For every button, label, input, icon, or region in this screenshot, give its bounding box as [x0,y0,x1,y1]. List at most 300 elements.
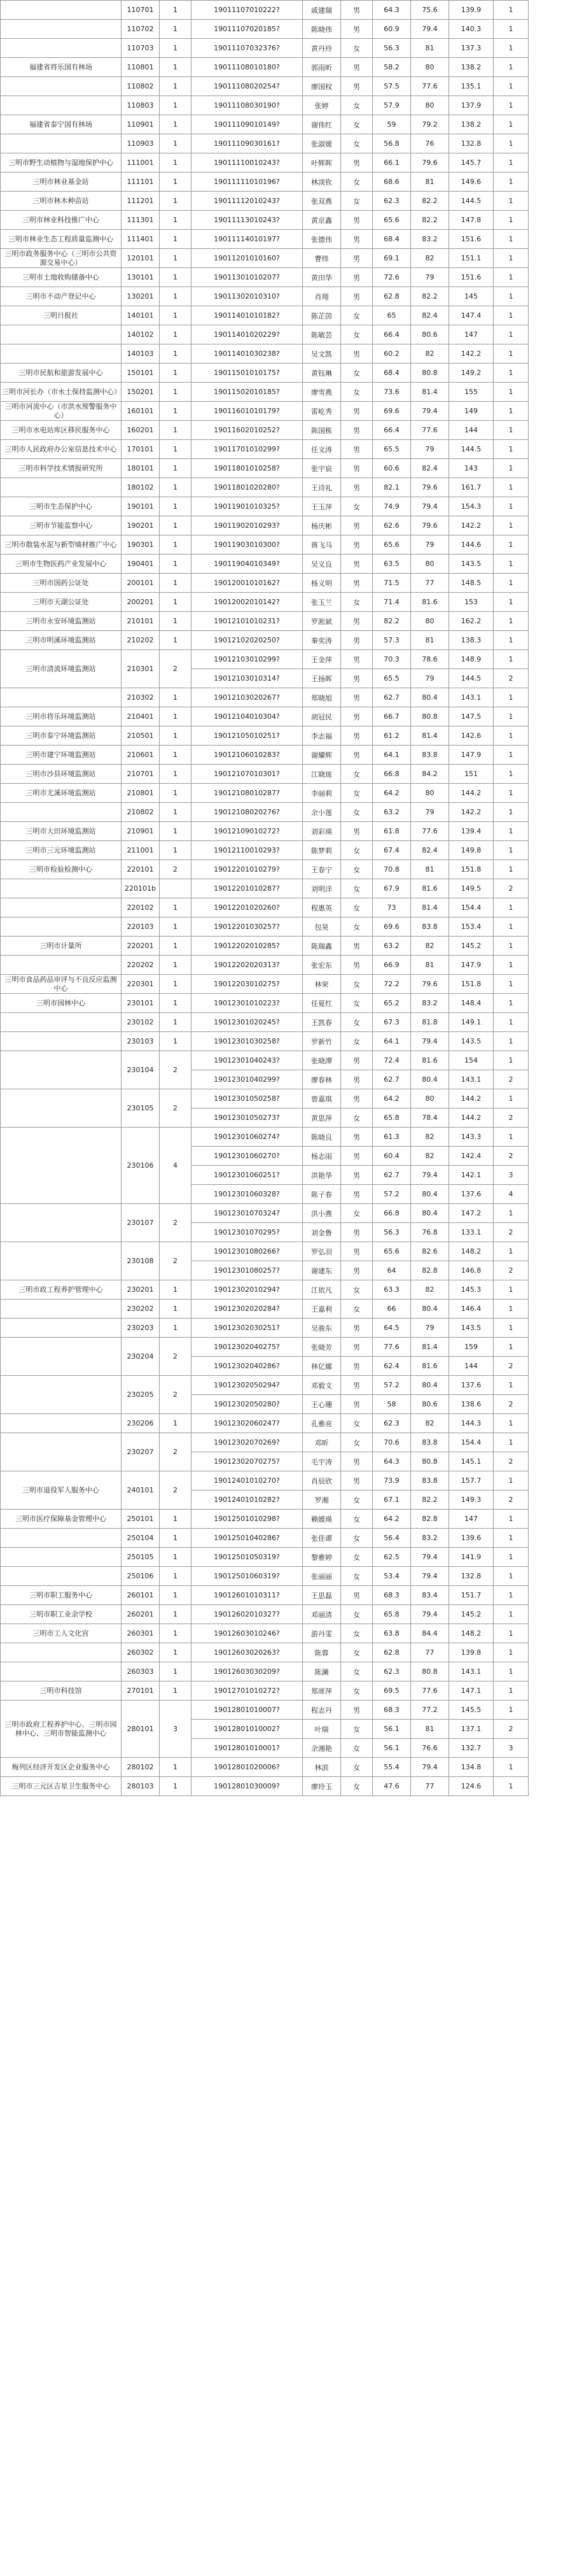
interview-score-cell: 81.4 [411,898,449,917]
org-cell: 三明市清流环境监测站 [1,650,122,688]
table-row [1,211,563,230]
ticket-number-cell: 19011110010243? [191,153,303,173]
candidate-name-cell: 黄京鑫 [303,211,341,230]
org-cell: 三明市园林中心 [1,994,122,1013]
table-row [1,268,563,287]
written-score-cell: 69.1 [373,249,411,268]
rank-cell: 1 [494,39,529,58]
ticket-number-cell: 19011502010185? [191,383,303,402]
candidate-name-cell: 洪小燕 [303,1204,341,1223]
position-code-cell: 250105 [122,1548,160,1567]
position-code-cell: 250101 [122,1510,160,1529]
written-score-cell: 67.1 [373,1490,411,1510]
position-code-cell: 230104 [122,1051,160,1089]
rank-cell: 1 [494,1662,529,1681]
position-code-cell: 111101 [122,173,160,192]
rank-cell: 1 [494,344,529,364]
org-cell: 三明市科技馆 [1,1681,122,1701]
written-score-cell: 64.5 [373,1319,411,1338]
table-row [1,249,563,268]
org-cell [1,688,122,707]
table-row [1,1242,563,1261]
rank-cell: 1 [494,421,529,440]
table-row [1,1701,563,1720]
written-score-cell: 74.9 [373,497,411,516]
rank-cell: 1 [494,746,529,765]
org-cell [1,1529,122,1548]
candidate-name-cell: 江晓珑 [303,765,341,784]
position-code-cell: 260101 [122,1586,160,1605]
table-row [1,1204,563,1223]
ticket-number-cell: 19012202020313? [191,956,303,975]
table-row [1,1299,563,1319]
gender-cell: 女 [341,879,373,898]
total-score-cell: 134.8 [449,1758,494,1777]
total-score-cell: 159 [449,1338,494,1357]
ticket-number-cell: 19011904010349? [191,555,303,574]
interview-score-cell: 77.2 [411,1701,449,1720]
hire-count-cell: 2 [160,1433,191,1471]
table-row [1,287,563,306]
interview-score-cell: 77 [411,1643,449,1662]
total-score-cell: 132.8 [449,1567,494,1586]
org-cell [1,1376,122,1414]
ticket-number-cell: 19012201030257? [191,917,303,937]
written-score-cell: 68.4 [373,230,411,249]
hire-count-cell: 1 [160,364,191,383]
written-score-cell: 66.4 [373,421,411,440]
hire-count-cell: 1 [160,173,191,192]
interview-score-cell: 82 [411,249,449,268]
org-cell [1,1051,122,1089]
candidate-name-cell: 黄思萍 [303,1108,341,1128]
rank-cell: 2 [494,1452,529,1471]
candidate-name-cell: 黄丹玲 [303,39,341,58]
rank-cell: 1 [494,574,529,593]
hire-count-cell: 1 [160,631,191,650]
candidate-name-cell: 毛宇涛 [303,1452,341,1471]
written-score-cell: 61.3 [373,1128,411,1147]
rank-cell: 1 [494,1051,529,1070]
interview-score-cell: 82 [411,1280,449,1299]
ticket-number-cell: 19011108020254? [191,77,303,96]
written-score-cell: 66.8 [373,1204,411,1223]
org-cell: 三明市食品药品审评与不良反应监测中心 [1,975,122,994]
ticket-number-cell: 19011501010175? [191,364,303,383]
ticket-number-cell: 19012301050258? [191,1089,303,1108]
total-score-cell: 143.1 [449,688,494,707]
written-score-cell: 56.3 [373,39,411,58]
total-score-cell: 147.5 [449,707,494,726]
org-cell: 三明日报社 [1,306,122,325]
total-score-cell: 145 [449,287,494,306]
ticket-number-cell: 19012301070324? [191,1204,303,1223]
gender-cell: 男 [341,344,373,364]
written-score-cell: 65.6 [373,1242,411,1261]
interview-score-cell: 79.4 [411,1605,449,1624]
org-cell: 三明市医疗保障基金管理中心 [1,1510,122,1529]
gender-cell: 女 [341,765,373,784]
org-cell [1,1338,122,1376]
org-cell [1,1032,122,1051]
candidate-name-cell: 孔雅亮 [303,1414,341,1433]
candidate-name-cell: 张双燕 [303,192,341,211]
candidate-name-cell: 张玉兰 [303,593,341,612]
total-score-cell: 142.6 [449,726,494,746]
total-score-cell: 154 [449,1051,494,1070]
org-cell: 三明市尤溪环境监测站 [1,784,122,803]
table-row [1,1567,563,1586]
ticket-number-cell: 19011602010252? [191,421,303,440]
candidate-name-cell: 陈澜 [303,1662,341,1681]
hire-count-cell: 1 [160,478,191,497]
candidate-name-cell: 罗弘羽 [303,1242,341,1261]
ticket-number-cell: 19012301070295? [191,1223,303,1242]
total-score-cell: 142.1 [449,1166,494,1185]
written-score-cell: 67.9 [373,879,411,898]
position-code-cell: 150101 [122,364,160,383]
gender-cell: 男 [341,1357,373,1376]
table-row [1,975,563,994]
ticket-number-cell: 19012203010275? [191,975,303,994]
candidate-name-cell: 王玉萍 [303,497,341,516]
ticket-number-cell: 19012501040286? [191,1529,303,1548]
rank-cell: 1 [494,1242,529,1261]
table-row [1,1032,563,1051]
table-row [1,1624,563,1643]
total-score-cell: 144.2 [449,1108,494,1128]
candidate-name-cell: 王金萍 [303,650,341,669]
candidate-name-cell: 郑晓旭 [303,688,341,707]
gender-cell: 女 [341,1414,373,1433]
hire-count-cell: 1 [160,1758,191,1777]
rank-cell: 1 [494,535,529,555]
gender-cell: 女 [341,917,373,937]
candidate-name-cell: 杨庆彬 [303,516,341,535]
hire-count-cell: 1 [160,402,191,421]
hire-count-cell: 1 [160,287,191,306]
table-row [1,20,563,39]
interview-score-cell: 79.2 [411,115,449,134]
interview-score-cell: 79.6 [411,153,449,173]
position-code-cell: 210401 [122,707,160,726]
rank-cell: 1 [494,478,529,497]
interview-score-cell: 82.4 [411,306,449,325]
rank-cell: 1 [494,1643,529,1662]
total-score-cell: 145.5 [449,1701,494,1720]
table-row [1,1548,563,1567]
position-code-cell: 210501 [122,726,160,746]
candidate-name-cell: 曾嘉琪 [303,1089,341,1108]
rank-cell: 2 [494,1395,529,1414]
candidate-name-cell: 张淑媛 [303,134,341,153]
org-cell: 三明市林业基金站 [1,173,122,192]
total-score-cell: 147.9 [449,956,494,975]
candidate-name-cell: 谢伟红 [303,115,341,134]
total-score-cell: 148.2 [449,1242,494,1261]
written-score-cell: 66.4 [373,325,411,344]
candidate-name-cell: 廖春林 [303,1070,341,1089]
org-cell [1,1013,122,1032]
gender-cell: 男 [341,1051,373,1070]
position-code-cell: 230108 [122,1242,160,1280]
org-cell: 三明市林业生态工程质量监测中心 [1,230,122,249]
total-score-cell: 137.6 [449,1376,494,1395]
total-score-cell: 144.5 [449,440,494,459]
rank-cell: 1 [494,822,529,841]
rank-cell: 1 [494,1624,529,1643]
total-score-cell: 142.2 [449,803,494,822]
ticket-number-cell: 19012103010299? [191,650,303,669]
candidate-name-cell: 戚建瑞 [303,1,341,20]
table-row [1,115,563,134]
written-score-cell: 72.6 [373,268,411,287]
total-score-cell: 138.2 [449,115,494,134]
hire-count-cell: 1 [160,249,191,268]
total-score-cell: 146.4 [449,1299,494,1319]
ticket-number-cell: 19012002010142? [191,593,303,612]
hire-count-cell: 1 [160,898,191,917]
ticket-number-cell: 19011401010182? [191,306,303,325]
table-row [1,39,563,58]
table-row [1,58,563,77]
ticket-number-cell: 19011601010179? [191,402,303,421]
interview-score-cell: 77 [411,1777,449,1796]
gender-cell: 男 [341,516,373,535]
candidate-name-cell: 陈晓伟 [303,20,341,39]
gender-cell: 男 [341,1586,373,1605]
total-score-cell: 139.4 [449,822,494,841]
interview-score-cell: 81 [411,1720,449,1739]
org-cell: 三明市散装水泥与新型墙材推广中心 [1,535,122,555]
rank-cell: 1 [494,211,529,230]
ticket-number-cell: 19012301010223? [191,994,303,1013]
total-score-cell: 149.6 [449,173,494,192]
candidate-name-cell: 黄钰琳 [303,364,341,383]
rank-cell: 1 [494,287,529,306]
ticket-number-cell: 19012501010298? [191,1510,303,1529]
position-code-cell: 230105 [122,1089,160,1128]
position-code-cell: 130201 [122,287,160,306]
total-score-cell: 145.1 [449,1452,494,1471]
candidate-name-cell: 林亿娜 [303,1357,341,1376]
rank-cell: 1 [494,20,529,39]
candidate-name-cell: 王春宁 [303,860,341,879]
rank-cell: 1 [494,192,529,211]
interview-score-cell: 81.6 [411,1357,449,1376]
interview-score-cell: 82.2 [411,211,449,230]
rank-cell: 1 [494,860,529,879]
candidate-name-cell: 陈晓良 [303,1128,341,1147]
hire-count-cell: 2 [160,1471,191,1510]
table-row [1,1586,563,1605]
table-row [1,1777,563,1796]
hire-count-cell: 1 [160,192,191,211]
total-score-cell: 149.3 [449,1490,494,1510]
position-code-cell: 200201 [122,593,160,612]
position-code-cell: 170101 [122,440,160,459]
org-cell: 三明市计量所 [1,937,122,956]
position-code-cell: 180102 [122,478,160,497]
candidate-name-cell: 任文涛 [303,440,341,459]
table-row [1,746,563,765]
written-score-cell: 77.6 [373,1338,411,1357]
gender-cell: 女 [341,975,373,994]
position-code-cell: 220103 [122,917,160,937]
org-cell: 三明市不动产登记中心 [1,287,122,306]
total-score-cell: 143.3 [449,1128,494,1147]
ticket-number-cell: 19011113010243? [191,211,303,230]
rank-cell: 1 [494,249,529,268]
rank-cell: 2 [494,879,529,898]
total-score-cell: 149.2 [449,364,494,383]
ticket-number-cell: 19012103010314? [191,669,303,688]
interview-score-cell: 77 [411,574,449,593]
org-cell [1,803,122,822]
position-code-cell: 140101 [122,306,160,325]
candidate-name-cell: 张晓潭 [303,1051,341,1070]
ticket-number-cell: 19011302010310? [191,287,303,306]
gender-cell: 女 [341,1548,373,1567]
table-row [1,1,563,20]
position-code-cell: 160201 [122,421,160,440]
written-score-cell: 62.3 [373,1414,411,1433]
candidate-name-cell: 雷屹秀 [303,402,341,421]
rank-cell: 1 [494,1319,529,1338]
total-score-cell: 141.9 [449,1548,494,1567]
table-row [1,230,563,249]
written-score-cell: 63.3 [373,1280,411,1299]
interview-score-cell: 77.6 [411,1681,449,1701]
candidate-name-cell: 廖国权 [303,77,341,96]
gender-cell: 女 [341,1510,373,1529]
table-row [1,1338,563,1357]
interview-score-cell: 76.6 [411,1739,449,1758]
position-code-cell: 230101 [122,994,160,1013]
total-score-cell: 157.7 [449,1471,494,1490]
total-score-cell: 148.9 [449,650,494,669]
org-cell [1,325,122,344]
ticket-number-cell: 19012110010293? [191,841,303,860]
rank-cell: 1 [494,459,529,478]
written-score-cell: 61.2 [373,726,411,746]
position-code-cell: 120101 [122,249,160,268]
total-score-cell: 148.2 [449,1624,494,1643]
candidate-name-cell: 曹炜 [303,249,341,268]
rank-cell: 1 [494,555,529,574]
hire-count-cell: 2 [160,1242,191,1280]
ticket-number-cell: 19012301020245? [191,1013,303,1032]
candidate-name-cell: 叶瑞 [303,1720,341,1739]
total-score-cell: 133.1 [449,1223,494,1242]
position-code-cell: 230107 [122,1204,160,1242]
rank-cell: 2 [494,1147,529,1166]
total-score-cell: 151.1 [449,249,494,268]
written-score-cell: 47.6 [373,1777,411,1796]
candidate-name-cell: 王心珊 [303,1395,341,1414]
written-score-cell: 68.3 [373,1701,411,1720]
org-cell [1,39,122,58]
candidate-name-cell: 胡冠民 [303,707,341,726]
org-cell: 三明市科学技术情报研究所 [1,459,122,478]
gender-cell: 男 [341,707,373,726]
ticket-number-cell: 19011109030161? [191,134,303,153]
ticket-number-cell: 19011801010258? [191,459,303,478]
gender-cell: 女 [341,1032,373,1051]
hire-count-cell: 1 [160,593,191,612]
written-score-cell: 56.3 [373,1223,411,1242]
written-score-cell: 64.3 [373,1452,411,1471]
interview-score-cell: 82 [411,937,449,956]
table-row [1,994,563,1013]
org-cell [1,1089,122,1128]
candidate-name-cell: 洪艳华 [303,1166,341,1185]
hire-count-cell: 1 [160,994,191,1013]
ticket-number-cell: 19012302070269? [191,1433,303,1452]
table-row [1,574,563,593]
candidate-name-cell: 刘彩瑛 [303,822,341,841]
total-score-cell: 135.1 [449,77,494,96]
written-score-cell: 60.6 [373,459,411,478]
interview-score-cell: 82.2 [411,1490,449,1510]
ticket-number-cell: 19012301080266? [191,1242,303,1261]
gender-cell: 男 [341,535,373,555]
ticket-number-cell: 19011108030190? [191,96,303,115]
ticket-number-cell: 19011107032376? [191,39,303,58]
total-score-cell: 138.3 [449,631,494,650]
hire-count-cell: 2 [160,1089,191,1128]
candidate-name-cell: 蒋飞马 [303,535,341,555]
hire-count-cell: 1 [160,688,191,707]
gender-cell: 女 [341,96,373,115]
interview-score-cell: 83.8 [411,917,449,937]
ticket-number-cell: 19012108010287? [191,784,303,803]
table-row [1,803,563,822]
table-row [1,440,563,459]
ticket-number-cell: 19012102020250? [191,631,303,650]
table-row [1,1605,563,1624]
ticket-number-cell: 19011401020229? [191,325,303,344]
position-code-cell: 280102 [122,1758,160,1777]
gender-cell: 女 [341,898,373,917]
rank-cell: 2 [494,669,529,688]
interview-score-cell: 75.6 [411,1,449,20]
interview-score-cell: 81 [411,860,449,879]
candidate-name-cell: 邓丽清 [303,1605,341,1624]
candidate-name-cell: 任夏红 [303,994,341,1013]
hire-count-cell: 1 [160,1032,191,1051]
interview-score-cell: 80 [411,555,449,574]
ticket-number-cell: 19012701010272? [191,1681,303,1701]
total-score-cell: 153.4 [449,917,494,937]
gender-cell: 女 [341,325,373,344]
written-score-cell: 62.8 [373,287,411,306]
rank-cell: 1 [494,96,529,115]
total-score-cell: 149.1 [449,1013,494,1032]
position-code-cell: 111201 [122,192,160,211]
hire-count-cell: 1 [160,726,191,746]
table-row [1,707,563,726]
total-score-cell: 154.4 [449,898,494,917]
rank-cell: 1 [494,1,529,20]
hire-count-cell: 1 [160,612,191,631]
total-score-cell: 143 [449,459,494,478]
hire-count-cell: 1 [160,1605,191,1624]
ticket-number-cell: 19012603010246? [191,1624,303,1643]
ticket-number-cell: 19011903010300? [191,535,303,555]
interview-score-cell: 79 [411,440,449,459]
position-code-cell: 210802 [122,803,160,822]
